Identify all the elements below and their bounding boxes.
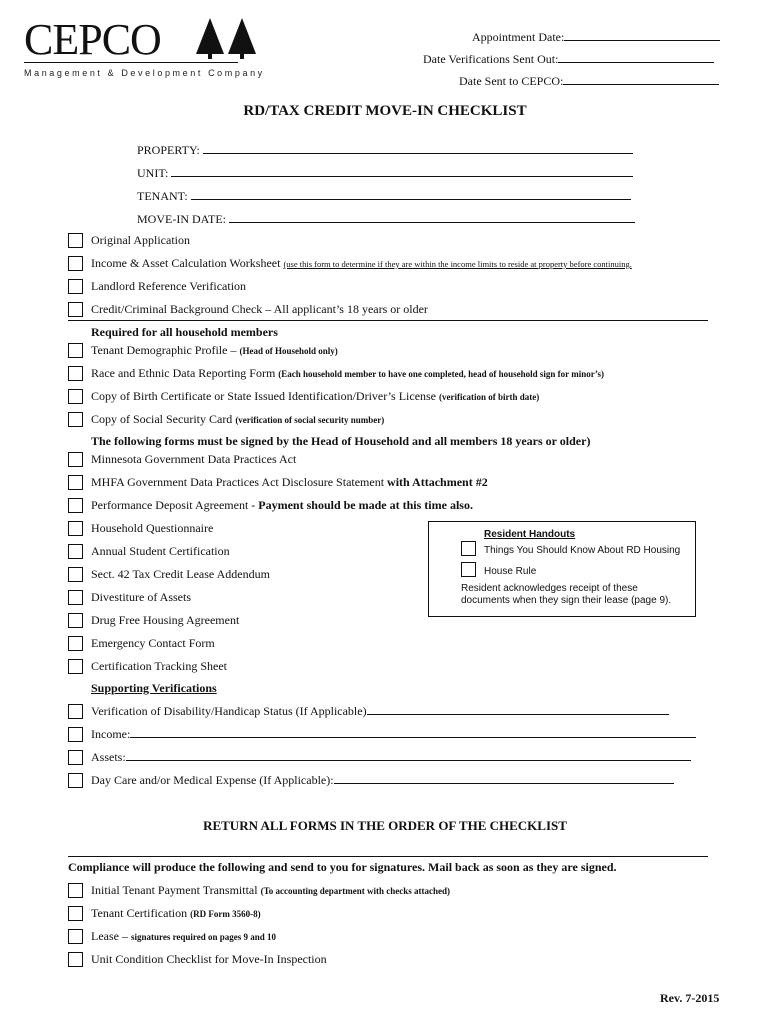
compliance-header: Compliance will produce the following and send to you for signatures. Mail back as soon as they are signed. — [68, 860, 617, 874]
checkbox-emergency-contact[interactable] — [68, 636, 83, 651]
handout-house-rule: House Rule — [484, 566, 537, 577]
income-line — [130, 737, 696, 738]
divider — [68, 320, 708, 321]
property-line — [203, 153, 633, 154]
item-household-questionnaire: Household Questionnaire — [91, 521, 214, 535]
checkbox-rd-housing-handout[interactable] — [461, 541, 476, 556]
item-emergency-contact: Emergency Contact Form — [91, 636, 215, 650]
assets-line — [126, 760, 691, 761]
item-lease: Lease – signatures required on pages 9 and 10 — [91, 929, 277, 943]
tenant-label: TENANT: — [137, 189, 188, 203]
checkbox-certification-tracking[interactable] — [68, 659, 83, 674]
date-sent-cepco-label: Date Sent to CEPCO: — [459, 74, 564, 88]
property-field[interactable] — [137, 143, 633, 158]
item-original-application: Original Application — [91, 233, 190, 247]
unit-field[interactable] — [137, 166, 633, 181]
checkbox-tenant-certification[interactable] — [68, 906, 83, 921]
income-worksheet-note: (use this form to determine if they are within the income limits to reside at property before continuing. — [283, 259, 632, 269]
item-unit-condition: Unit Condition Checklist for Move-In Inspection — [91, 952, 327, 966]
item-divestiture-assets: Divestiture of Assets — [91, 590, 191, 604]
checkbox-unit-condition[interactable] — [68, 952, 83, 967]
unit-line — [171, 176, 633, 177]
handout-rd-housing: Things You Should Know About RD Housing — [484, 545, 681, 556]
item-assets-verification: Assets: — [91, 750, 691, 765]
resident-handouts-box — [428, 521, 696, 617]
checkbox-race-ethnic-form[interactable] — [68, 366, 83, 381]
logo-subtitle: Management & Development Company — [24, 68, 265, 78]
move-in-date-label: MOVE-IN DATE: — [137, 212, 226, 226]
move-in-date-line — [229, 222, 635, 223]
resident-handouts-title: Resident Handouts — [484, 529, 576, 540]
checkbox-birth-certificate[interactable] — [68, 389, 83, 404]
item-certification-tracking: Certification Tracking Sheet — [91, 659, 227, 673]
verifications-sent-line — [558, 62, 714, 63]
page-title: RD/TAX CREDIT MOVE-IN CHECKLIST — [243, 103, 527, 119]
item-credit-criminal-check: Credit/Criminal Background Check – All applicant’s 18 years or older — [91, 302, 428, 316]
item-sect42-addendum: Sect. 42 Tax Credit Lease Addendum — [91, 567, 270, 581]
checkbox-house-rule[interactable] — [461, 562, 476, 577]
checkbox-household-questionnaire[interactable] — [68, 521, 83, 536]
checkbox-student-certification[interactable] — [68, 544, 83, 559]
checkbox-mhfa-disclosure[interactable] — [68, 475, 83, 490]
return-forms-heading: RETURN ALL FORMS IN THE ORDER OF THE CHECKLIST — [203, 818, 567, 833]
date-sent-cepco-line — [563, 84, 719, 85]
company-logo — [24, 15, 265, 80]
item-tenant-demographic: Tenant Demographic Profile – (Head of Household only) — [91, 343, 338, 357]
verifications-sent-label: Date Verifications Sent Out: — [423, 52, 559, 66]
section-supporting-verifications: Supporting Verifications — [91, 681, 217, 695]
item-performance-deposit: Performance Deposit Agreement - Payment should be made at this time also. — [91, 498, 473, 512]
date-sent-cepco-field[interactable] — [459, 74, 719, 89]
item-student-certification: Annual Student Certification — [91, 544, 230, 558]
checkbox-initial-payment-transmittal[interactable] — [68, 883, 83, 898]
checkbox-lease[interactable] — [68, 929, 83, 944]
disability-line — [367, 714, 669, 715]
pine-trees-icon — [192, 16, 264, 60]
checkbox-sect42-addendum[interactable] — [68, 567, 83, 582]
tenant-line — [191, 199, 631, 200]
item-mhfa-disclosure: MHFA Government Data Practices Act Disclosure Statement with Attachment #2 — [91, 475, 488, 489]
item-disability-verification: Verification of Disability/Handicap Status (If Applicable) — [91, 704, 669, 719]
handout-ack-line-2: documents when they sign their lease (page 9). — [461, 595, 672, 606]
checkbox-original-application[interactable] — [68, 233, 83, 248]
item-income-asset-worksheet: Income & Asset Calculation Worksheet (use this form to determine if they are within the income limits to reside at property before continuing. — [91, 256, 632, 270]
appointment-date-line — [564, 40, 720, 41]
checkbox-assets-verification[interactable] — [68, 750, 83, 765]
appointment-date-label: Appointment Date: — [472, 30, 565, 44]
daycare-line — [334, 783, 674, 784]
checkbox-social-security-card[interactable] — [68, 412, 83, 427]
checkbox-divestiture-assets[interactable] — [68, 590, 83, 605]
property-label: PROPERTY: — [137, 143, 200, 157]
move-in-date-field[interactable] — [137, 212, 635, 227]
item-tenant-certification: Tenant Certification (RD Form 3560-8) — [91, 906, 261, 920]
item-income-verification: Income: — [91, 727, 696, 742]
appointment-date-field[interactable] — [472, 30, 720, 45]
handout-ack-line-1: Resident acknowledges receipt of these — [461, 583, 638, 594]
revision-label: Rev. 7-2015 — [660, 991, 720, 1005]
item-social-security-card: Copy of Social Security Card (verification of social security number) — [91, 412, 385, 426]
checkbox-income-verification[interactable] — [68, 727, 83, 742]
unit-label: UNIT: — [137, 166, 169, 180]
checkbox-drug-free-agreement[interactable] — [68, 613, 83, 628]
item-birth-certificate: Copy of Birth Certificate or State Issued Identification/Driver’s License (verification of birth date) — [91, 389, 540, 403]
item-drug-free-agreement: Drug Free Housing Agreement — [91, 613, 240, 627]
item-mn-data-practices: Minnesota Government Data Practices Act — [91, 452, 297, 466]
tenant-field[interactable] — [137, 189, 631, 204]
checkbox-landlord-reference[interactable] — [68, 279, 83, 294]
checkbox-credit-criminal-check[interactable] — [68, 302, 83, 317]
checkbox-daycare-medical[interactable] — [68, 773, 83, 788]
logo-wordmark: CEPCO — [24, 15, 161, 64]
section-signed-forms: The following forms must be signed by the Head of Household and all members 18 years or older) — [91, 434, 591, 448]
checkbox-performance-deposit[interactable] — [68, 498, 83, 513]
checkbox-tenant-demographic[interactable] — [68, 343, 83, 358]
item-daycare-medical: Day Care and/or Medical Expense (If Applicable): — [91, 773, 674, 788]
checkbox-mn-data-practices[interactable] — [68, 452, 83, 467]
item-initial-payment-transmittal: Initial Tenant Payment Transmittal (To accounting department with checks attached) — [91, 883, 451, 897]
section-household-members: Required for all household members — [91, 325, 278, 339]
divider — [68, 856, 708, 857]
verifications-sent-field[interactable] — [423, 52, 714, 67]
checkbox-disability-verification[interactable] — [68, 704, 83, 719]
item-landlord-reference: Landlord Reference Verification — [91, 279, 247, 293]
checkbox-income-asset-worksheet[interactable] — [68, 256, 83, 271]
item-race-ethnic-form: Race and Ethnic Data Reporting Form (Each household member to have one completed, head of household sign for minor’s) — [91, 366, 605, 380]
logo-rule — [24, 62, 238, 63]
